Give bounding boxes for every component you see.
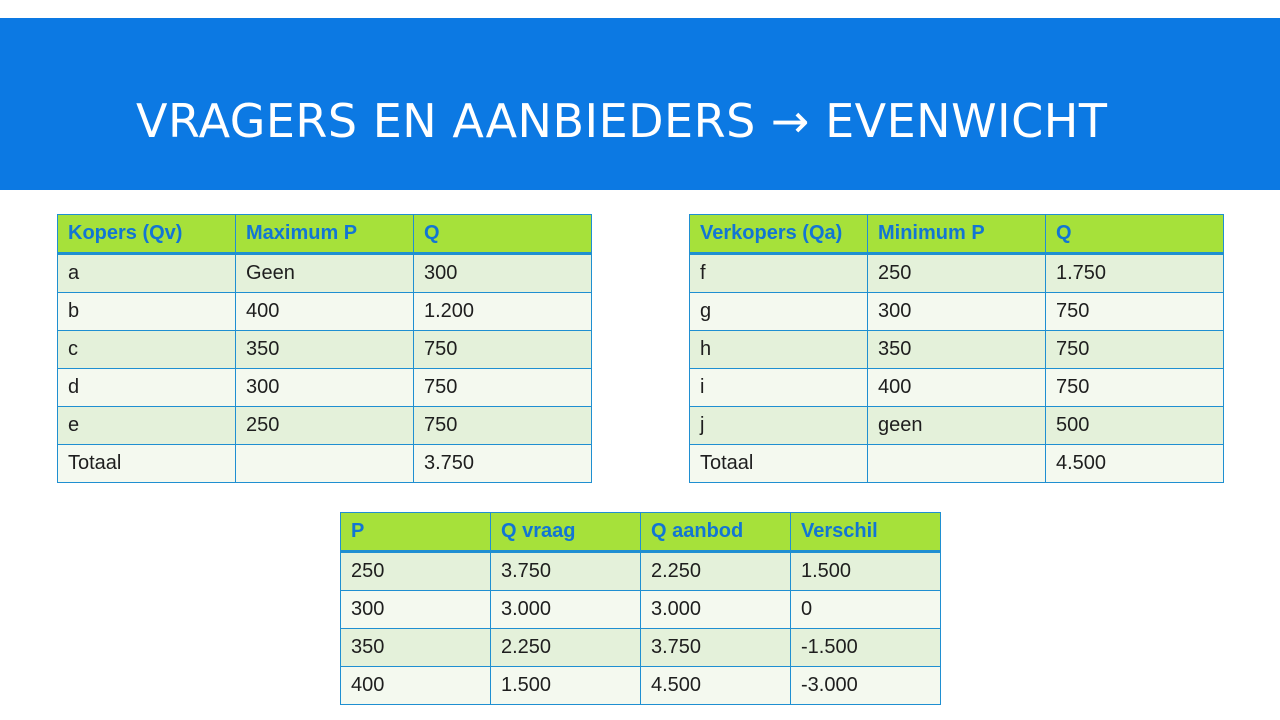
table-cell: 3.750 [414, 445, 592, 483]
table-cell: b [58, 293, 236, 331]
table-cell: 250 [236, 407, 414, 445]
table-row [341, 667, 941, 705]
table-cell: g [690, 293, 868, 331]
header-row [58, 215, 592, 254]
table-row [58, 293, 592, 331]
table-row [341, 629, 941, 667]
table-cell: 350 [236, 331, 414, 369]
table-row [58, 407, 592, 445]
table-cell: f [690, 254, 868, 293]
table-row [341, 552, 941, 591]
table-cell: 1.750 [1046, 254, 1224, 293]
table-cell: Geen [236, 254, 414, 293]
table-cell [868, 445, 1046, 483]
header-cell: Q [1046, 215, 1224, 254]
header-cell: Kopers (Qv) [58, 215, 236, 254]
table-cell: Totaal [690, 445, 868, 483]
table-cell: c [58, 331, 236, 369]
table-cell: a [58, 254, 236, 293]
header-row [690, 215, 1224, 254]
total-row [58, 445, 592, 483]
equilibrium-table [340, 512, 941, 705]
table-cell: -1.500 [791, 629, 941, 667]
table-row [690, 369, 1224, 407]
table-cell: 3.000 [641, 591, 791, 629]
table-cell: j [690, 407, 868, 445]
table-cell: 3.750 [641, 629, 791, 667]
table-cell: geen [868, 407, 1046, 445]
table-cell: 400 [236, 293, 414, 331]
header-cell: Verkopers (Qa) [690, 215, 868, 254]
table-cell: 4.500 [1046, 445, 1224, 483]
table-cell: 250 [868, 254, 1046, 293]
table-cell: 750 [1046, 331, 1224, 369]
table-cell: 3.750 [491, 552, 641, 591]
table-cell: h [690, 331, 868, 369]
header-cell: Q [414, 215, 592, 254]
table-cell: 300 [236, 369, 414, 407]
title-banner [0, 18, 1280, 190]
table-row [690, 293, 1224, 331]
table-cell: -3.000 [791, 667, 941, 705]
table-cell: 1.500 [491, 667, 641, 705]
table-cell: 750 [1046, 293, 1224, 331]
table-cell: 750 [414, 331, 592, 369]
table-cell: e [58, 407, 236, 445]
table-row [58, 331, 592, 369]
table-row [58, 369, 592, 407]
table-row [690, 254, 1224, 293]
table-cell: 350 [868, 331, 1046, 369]
table-cell: 400 [341, 667, 491, 705]
header-cell: Q vraag [491, 513, 641, 552]
table-cell: 400 [868, 369, 1046, 407]
table-cell: 500 [1046, 407, 1224, 445]
slide-title: VRAGERS EN AANBIEDERS → EVENWICHT [136, 94, 1108, 148]
table-cell: 4.500 [641, 667, 791, 705]
table-cell: 750 [414, 369, 592, 407]
header-cell: P [341, 513, 491, 552]
table-cell: 0 [791, 591, 941, 629]
table-row [690, 407, 1224, 445]
total-row [690, 445, 1224, 483]
header-cell: Q aanbod [641, 513, 791, 552]
header-cell: Verschil [791, 513, 941, 552]
header-cell: Minimum P [868, 215, 1046, 254]
header-row [341, 513, 941, 552]
table-row [58, 254, 592, 293]
table-row [341, 591, 941, 629]
table-cell: 2.250 [491, 629, 641, 667]
table-cell: 350 [341, 629, 491, 667]
header-cell: Maximum P [236, 215, 414, 254]
table-cell: i [690, 369, 868, 407]
table-cell: 300 [414, 254, 592, 293]
table-cell: 750 [414, 407, 592, 445]
table-cell: 250 [341, 552, 491, 591]
table-row [690, 331, 1224, 369]
table-cell: 1.200 [414, 293, 592, 331]
table-cell [236, 445, 414, 483]
buyers-table [57, 214, 592, 483]
table-cell: 2.250 [641, 552, 791, 591]
table-cell: Totaal [58, 445, 236, 483]
table-cell: 1.500 [791, 552, 941, 591]
table-cell: 750 [1046, 369, 1224, 407]
table-cell: d [58, 369, 236, 407]
sellers-table [689, 214, 1224, 483]
table-cell: 300 [341, 591, 491, 629]
table-cell: 300 [868, 293, 1046, 331]
table-cell: 3.000 [491, 591, 641, 629]
